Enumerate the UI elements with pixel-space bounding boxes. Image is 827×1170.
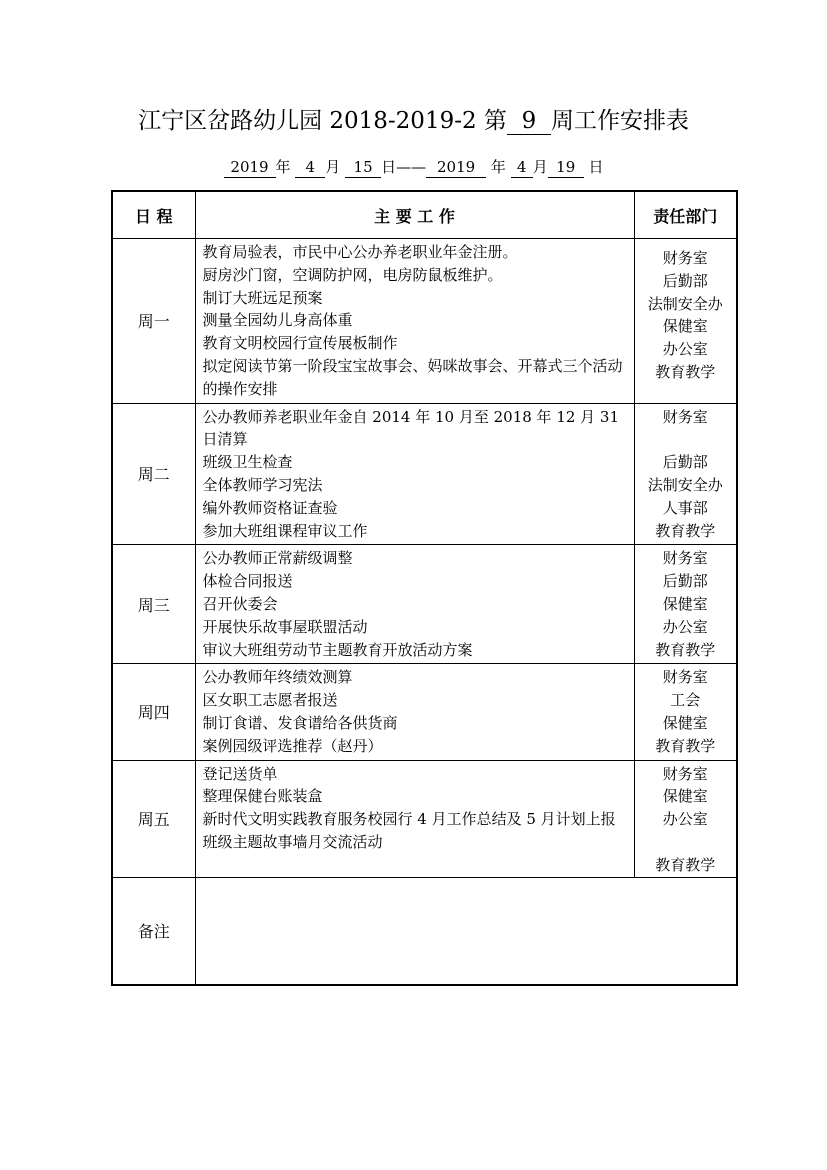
table-row xyxy=(112,760,737,877)
dept-item: 办公室 xyxy=(662,340,708,359)
task-item: 测量全园幼儿身高体重 xyxy=(202,311,353,330)
task-item: 制订食谱、发食谱给各供货商 xyxy=(202,713,398,732)
dept-item: 后勤部 xyxy=(662,271,708,290)
task-item: 公办教师正常薪级调整 xyxy=(202,549,353,568)
start-day: 15 xyxy=(345,157,381,178)
task-item: 班级卫生检查 xyxy=(202,453,293,472)
task-item: 全体教师学习宪法 xyxy=(202,475,323,494)
title-prefix: 江宁区岔路幼儿园 2018-2019-2 第 xyxy=(138,108,507,134)
day-cell: 周五 xyxy=(112,760,195,877)
dept-spacer xyxy=(635,831,737,854)
task-item: 登记送货单 xyxy=(202,764,278,783)
depts-cell xyxy=(634,403,737,545)
task-item: 区女职工志愿者报送 xyxy=(202,691,338,710)
header-schedule: 日 程 xyxy=(112,191,195,239)
dept-item: 办公室 xyxy=(662,810,708,829)
end-year: 2019 xyxy=(426,157,486,178)
task-item: 体检合同报送 xyxy=(202,572,293,591)
dept-item: 教育教学 xyxy=(655,362,716,381)
depts-cell xyxy=(634,664,737,760)
start-month-char: 月 xyxy=(325,158,341,176)
dept-item: 保健室 xyxy=(662,713,708,732)
tasks-cell xyxy=(195,239,634,404)
date-separator: —— xyxy=(396,158,427,176)
task-item: 教育文明校园行宣传展板制作 xyxy=(202,334,398,353)
end-day: 19 xyxy=(548,157,584,178)
dept-item: 财务室 xyxy=(662,407,708,426)
dept-item: 财务室 xyxy=(662,668,708,687)
task-item: 审议大班组劳动节主题教育开放活动方案 xyxy=(202,640,473,659)
dept-spacer xyxy=(635,428,737,451)
task-item: 公办教师养老职业年金自 2014 年 10 月至 2018 年 12 月 31 日清算 xyxy=(202,407,620,449)
tasks-cell xyxy=(195,545,634,664)
dept-item: 教育教学 xyxy=(655,855,716,874)
header-main-work: 主 要 工 作 xyxy=(195,191,634,239)
dept-item: 教育教学 xyxy=(655,640,716,659)
task-item: 新时代文明实践教育服务校园行 4 月工作总结及 5 月计划上报 xyxy=(202,810,616,829)
task-item: 召开伙委会 xyxy=(202,594,278,613)
table-row xyxy=(112,239,737,404)
task-item: 制订大班远足预案 xyxy=(202,288,323,307)
start-year: 2019 xyxy=(224,157,276,178)
start-day-char: 日 xyxy=(381,158,397,176)
dept-item: 办公室 xyxy=(662,617,708,636)
schedule-table xyxy=(111,190,738,986)
remarks-value xyxy=(195,877,737,985)
dept-item: 保健室 xyxy=(662,317,708,336)
task-item: 班级主题故事墙月交流活动 xyxy=(202,832,383,851)
dept-item: 教育教学 xyxy=(655,736,716,755)
day-cell: 周一 xyxy=(112,239,195,404)
task-item: 厨房沙门窗，空调防护网，电房防鼠板维护。 xyxy=(202,265,503,284)
dept-item: 保健室 xyxy=(662,787,708,806)
dept-item: 法制安全办 xyxy=(647,294,723,313)
remarks-label: 备注 xyxy=(112,877,195,985)
table-row xyxy=(112,545,737,664)
depts-cell xyxy=(634,239,737,404)
task-item: 案例园级评选推荐（赵丹） xyxy=(202,736,383,755)
dept-item: 法制安全办 xyxy=(647,475,723,494)
start-year-char: 年 xyxy=(275,158,291,176)
task-item: 开展快乐故事屋联盟活动 xyxy=(202,617,368,636)
dept-item: 人事部 xyxy=(662,498,708,517)
depts-cell xyxy=(634,760,737,877)
start-month: 4 xyxy=(295,157,325,178)
task-item: 整理保健台账装盒 xyxy=(202,787,323,806)
dept-item: 教育教学 xyxy=(655,521,716,540)
dept-item: 后勤部 xyxy=(662,453,708,472)
dept-item: 保健室 xyxy=(662,594,708,613)
task-item: 教育局验表，市民中心公办养老职业年金注册。 xyxy=(202,243,518,261)
title-suffix: 周工作安排表 xyxy=(550,108,689,134)
header-department: 责任部门 xyxy=(634,191,737,239)
end-month: 4 xyxy=(511,157,533,178)
week-number: 9 xyxy=(507,108,551,135)
table-row xyxy=(112,403,737,545)
day-cell: 周三 xyxy=(112,545,195,664)
task-item: 编外教师资格证查验 xyxy=(202,498,338,517)
remarks-row xyxy=(112,877,737,985)
task-item: 参加大班组课程审议工作 xyxy=(202,521,368,540)
header-row xyxy=(112,191,737,239)
dept-item: 财务室 xyxy=(662,549,708,568)
tasks-cell xyxy=(195,760,634,877)
end-year-char: 年 xyxy=(490,158,506,176)
page-title xyxy=(0,103,827,139)
dept-item: 财务室 xyxy=(662,249,708,267)
task-item: 公办教师年终绩效测算 xyxy=(202,668,353,687)
date-range xyxy=(0,155,827,179)
task-item: 拟定阅读节第一阶段宝宝故事会、妈咪故事会、开幕式三个活动的操作安排 xyxy=(202,356,623,398)
tasks-cell xyxy=(195,403,634,545)
dept-item: 工会 xyxy=(670,691,701,710)
tasks-cell xyxy=(195,664,634,760)
day-cell: 周二 xyxy=(112,403,195,545)
dept-item: 财务室 xyxy=(662,764,708,783)
table-row xyxy=(112,664,737,760)
day-cell: 周四 xyxy=(112,664,195,760)
end-day-char: 日 xyxy=(588,158,604,176)
end-month-char: 月 xyxy=(532,158,548,176)
dept-item: 后勤部 xyxy=(662,572,708,591)
depts-cell xyxy=(634,545,737,664)
